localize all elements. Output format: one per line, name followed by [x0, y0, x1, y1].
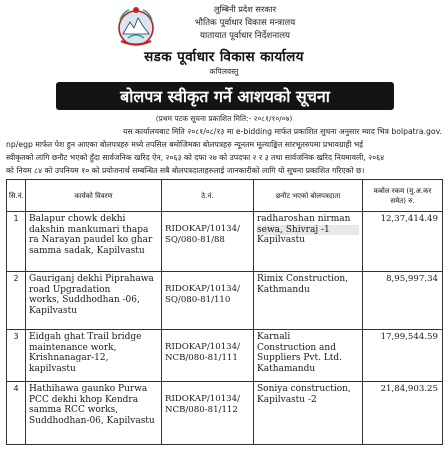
row-amount: 12,37,414.49 — [363, 212, 443, 272]
row-bidder — [254, 382, 363, 445]
description-line: Eidgah ghat Trail bridge — [29, 332, 142, 342]
col-header-sn: सि.नं. — [7, 180, 26, 212]
bidder-line: Construction and — [257, 342, 336, 353]
description-line: Krishnanagar-12, kapilvastu — [29, 353, 109, 374]
row-sn: 3 — [7, 330, 26, 382]
description-line: ra Narayan paudel ko ghar — [29, 235, 153, 246]
bidder-line: Kathmandu — [257, 284, 310, 295]
row-description — [26, 382, 162, 445]
contract-line: RIDOKAP/10134/ — [165, 224, 240, 234]
bidder-line: Suppliers Pvt. Ltd. — [257, 353, 343, 364]
row-bidder — [254, 330, 363, 382]
row-description — [26, 272, 162, 330]
contract-line: NCB/080-81/111 — [165, 352, 238, 363]
table-row — [7, 382, 443, 445]
row-contract — [162, 272, 254, 330]
row-description — [26, 330, 162, 382]
contract-line: RIDOKAP/10134/ — [165, 284, 240, 294]
office-location: कपिलवस्तु — [209, 67, 239, 76]
notice-body-line: स्वीकृतको लागि छनौट भएको हुँदा सार्वजनिक खरिद ऐन, २०६३ को दफा २७ को उपदफा २ र ३ तथा सार्वजनिक खरिद नियमावली, २०६४ — [6, 153, 385, 162]
description-line: works, Suddhodhan -06, — [29, 295, 140, 306]
row-bidder — [254, 212, 363, 272]
bidder-line: Kapilvastu -2 — [257, 394, 317, 405]
description-line: dakshin mankumari thapa — [29, 224, 149, 235]
col-header-amount: कबोल रकम (मु.अ.कर समेत) रु. — [363, 180, 443, 212]
table-header-row — [7, 180, 443, 212]
row-contract — [162, 330, 254, 382]
bidder-line: Kathamandu — [257, 363, 316, 374]
bidder-line: Rimix Construction, — [257, 274, 349, 284]
contract-line: SQ/080-81/110 — [165, 294, 231, 305]
contract-line: NCB/080-81/112 — [165, 404, 238, 415]
row-description — [26, 212, 162, 272]
row-sn: 2 — [7, 272, 26, 330]
table-row — [7, 212, 443, 272]
row-sn: 4 — [7, 382, 26, 445]
header-province: लुम्बिनी प्रदेश सरकार — [213, 4, 277, 14]
bidder-line: sewa, Shivraj -1 — [257, 225, 359, 236]
row-amount: 21,84,903.25 — [363, 382, 443, 445]
description-line: samma RCC works, — [29, 405, 119, 416]
row-bidder — [254, 272, 363, 330]
table-row — [7, 330, 443, 382]
office-title: सडक पूर्वाधार विकास कार्यालय — [144, 49, 304, 65]
description-line: PCC dekhi khop Kendra — [29, 394, 139, 405]
bidder-line: Kapilvastu — [257, 235, 306, 246]
description-line: maintenance work, — [29, 342, 117, 353]
row-contract — [162, 382, 254, 445]
notice-body-line: यस कार्यालयबाट मिति २०८१/०८/१३ मा e-bidding मार्फत प्रकाशित सुचना अनुसार म्याद भित्र bolpatra.gov. — [123, 127, 442, 136]
row-amount: 8,95,997.34 — [363, 272, 443, 330]
notice-title-banner — [56, 82, 394, 110]
bidder-line: Karnali — [257, 332, 291, 342]
table-row — [7, 272, 443, 330]
notice-title: बोलपत्र स्वीकृत गर्ने आशयको सूचना — [120, 87, 330, 106]
description-line: road Upgradation — [29, 284, 111, 295]
description-line: Hathihawa gaunko Purwa — [29, 384, 148, 394]
row-amount: 17,99,544.59 — [363, 330, 443, 382]
description-line: Kapilvastu — [29, 305, 78, 316]
nepal-emblem-icon — [114, 4, 158, 48]
contract-line: RIDOKAP/10134/ — [165, 342, 240, 352]
bidder-line: Soniya construction, — [257, 384, 351, 394]
contract-line: SQ/080-81/88 — [165, 234, 225, 245]
contract-line: RIDOKAP/10134/ — [165, 394, 240, 404]
notice-body-line: np/egp मार्फत पेश हुन आएका बोलपत्रहरु मध्ये तपसिल बमोजिमका बोलपत्रहरु न्यूनतम मूल्याङ्कित सारभूतरुपमा प्रभावग्राही भई — [6, 140, 363, 149]
header-ministry: भौतिक पूर्वाधार विकास मन्त्रालय — [194, 18, 296, 28]
notice-body-line: को नियम ८४ को उपनियम १० को प्रयोजनार्थ सम्बन्धित सबै बोलपत्रदाताहरुलाई जानकारीको लागि यो सूचना प्रकाशित गरिएको छ। — [6, 166, 365, 175]
col-header-bidder: छनौट भएको बोलपत्रदाता — [254, 180, 363, 212]
bidder-line: radharoshan nirman — [257, 214, 351, 224]
description-line: Suddhodhan-06, Kapilvastu — [29, 415, 155, 426]
col-header-contract: ठे.नं. — [162, 180, 254, 212]
header-directorate: यातायात पूर्वाधार निर्देशनालय — [199, 31, 291, 41]
description-line: Gauriganj dekhi Piprahawa — [29, 274, 154, 284]
row-contract — [162, 212, 254, 272]
col-header-description: कार्यको विवरण — [26, 180, 162, 212]
description-line: samma sadak, Kapilvastu — [29, 245, 145, 256]
row-sn: 1 — [7, 212, 26, 272]
description-line: Balapur chowk dekhi — [29, 214, 126, 224]
bid-table — [6, 179, 443, 445]
publish-date: (प्रथम पटक सूचना प्रकाशित मिति:- २०८१/१०/०७) — [155, 114, 293, 123]
